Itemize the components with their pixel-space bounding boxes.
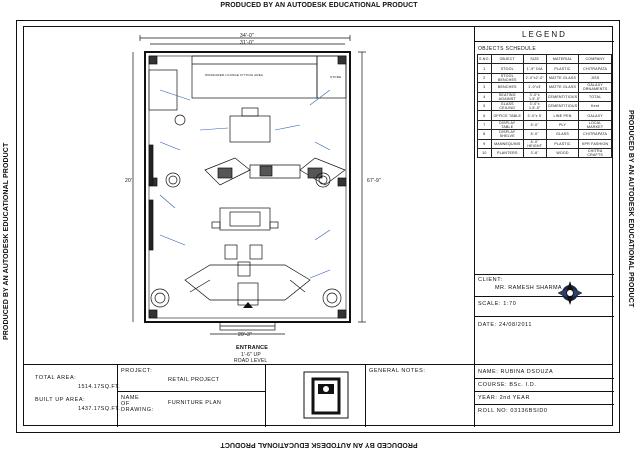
dimension-left: 20' xyxy=(125,178,133,184)
table-cell: WOOD xyxy=(546,148,579,157)
table-cell: 3'-0"x 1.5'-0" xyxy=(523,101,546,110)
table-cell: MATTE GLASS xyxy=(546,73,579,82)
table-header-row xyxy=(478,55,612,64)
project-divider xyxy=(118,391,266,392)
dimension-inner: 31'-0" xyxy=(240,40,254,46)
legend-divider xyxy=(475,41,614,42)
table-cell: 3'-6" xyxy=(523,148,546,157)
table-cell: 3'-0"x 1.5'-0" xyxy=(523,92,546,101)
table-row xyxy=(478,139,612,148)
schedule-caption: OBJECTS SCHEDULE xyxy=(478,46,537,52)
project-value: RETAIL PROJECT xyxy=(168,377,220,383)
table-cell: LINE PEN xyxy=(546,111,579,120)
legend-panel xyxy=(474,26,613,364)
table-cell: CEMENTITIOUS xyxy=(546,101,579,110)
entrance-size: 1'-6" UP xyxy=(241,352,261,358)
table-cell: BENCHES xyxy=(491,83,523,92)
table-cell: 3 xyxy=(478,83,492,92)
table-cell: PLANTERS xyxy=(491,148,523,157)
table-cell: 6'-0" HEIGHT xyxy=(523,139,546,148)
table-cell: 10 xyxy=(478,148,492,157)
table-cell: GLASS xyxy=(546,130,579,139)
table-cell: PLASTIC xyxy=(546,64,579,73)
client-divider xyxy=(475,274,614,275)
date-label: DATE: 24/08/2011 xyxy=(478,322,533,328)
table-cell: MANNEQUINS xyxy=(491,139,523,148)
table-cell: PLASTIC xyxy=(546,139,579,148)
workarea-label: WORKARER LOUNGE FITTING AREA xyxy=(205,73,264,77)
table-cell: 6'-0" xyxy=(523,130,546,139)
table-row xyxy=(478,111,612,120)
dimension-bottom: 20'-3" xyxy=(238,332,252,338)
drawing-name-label: NAME OF DRAWING: xyxy=(121,395,154,413)
header-object: OBJECT xyxy=(491,55,523,64)
table-row xyxy=(478,73,612,82)
table-cell: LOCAL MARKET xyxy=(579,120,612,129)
drawing-name-value: FURNITURE PLAN xyxy=(168,400,222,406)
legend-title: LEGEND xyxy=(522,30,567,39)
table-cell: 6 xyxy=(478,111,492,120)
table-cell: DISPLAY TABLE xyxy=(491,120,523,129)
table-cell: 2'-0"x2'-0" xyxy=(523,73,546,82)
student-year: YEAR: 2nd YEAR xyxy=(478,395,531,401)
student-course: COURSE: BSc. I.D. xyxy=(478,382,537,388)
north-arrow-icon xyxy=(555,278,585,308)
general-notes-cell xyxy=(365,365,476,427)
table-cell: CEMENTITIOUS xyxy=(546,92,579,101)
table-cell: CHITRAPATA xyxy=(579,130,612,139)
project-label: PROJECT: xyxy=(121,368,153,374)
student-info-cell xyxy=(474,365,614,427)
total-area-label: TOTAL AREA: xyxy=(35,375,77,381)
table-cell: 4 xyxy=(478,92,492,101)
student-roll: ROLL NO: 03136BSID0 xyxy=(478,408,548,414)
store-label: STORE xyxy=(330,75,342,79)
table-cell: 9 xyxy=(478,139,492,148)
road-level-label: ROAD LEVEL xyxy=(234,358,268,364)
client-label: CLIENT: xyxy=(478,277,503,283)
student-divider-3 xyxy=(475,404,614,405)
general-notes-label: GENERAL NOTES: xyxy=(369,368,426,374)
table-cell: Kent xyxy=(579,101,612,110)
total-area-value: 1514.17SQ.FT. xyxy=(78,384,121,390)
table-cell: STOOL BENCHES xyxy=(491,73,523,82)
scale-divider xyxy=(475,296,614,297)
table-cell: 8 xyxy=(478,130,492,139)
header-material: MATERIAL xyxy=(546,55,579,64)
table-cell: 1'-9" DIA xyxy=(523,64,546,73)
table-cell: MATTE GLASS xyxy=(546,83,579,92)
table-cell: STOOL xyxy=(491,64,523,73)
table-cell: KPR FASHION xyxy=(579,139,612,148)
table-cell: GALAXY ORNAMENTS xyxy=(579,83,612,92)
table-row xyxy=(478,64,612,73)
entrance-label: ENTRANCE xyxy=(236,345,269,351)
table-cell: DISPLAY SHELVE xyxy=(491,130,523,139)
student-divider-2 xyxy=(475,391,614,392)
dimension-top: 34'-0" xyxy=(240,33,254,39)
table-cell: 5 xyxy=(478,101,492,110)
title-block xyxy=(23,364,613,426)
table-cell: 1'-0"x3' xyxy=(523,83,546,92)
table-cell: CHITRAPATA xyxy=(579,64,612,73)
table-row xyxy=(478,92,612,101)
table-row xyxy=(478,130,612,139)
scale-label: SCALE: 1:70 xyxy=(478,301,517,307)
table-cell: 1 xyxy=(478,64,492,73)
header-company: COMPANY xyxy=(579,55,612,64)
watermark-right: PRODUCED BY AN AUTODESK EDUCATIONAL PRODUCT xyxy=(627,110,634,308)
table-cell: 5'-0" xyxy=(523,120,546,129)
table-cell: 2 xyxy=(478,73,492,82)
client-name: MR. RAMESH SHARMA xyxy=(495,285,562,291)
table-row xyxy=(478,101,612,110)
table-cell: GLASS CEILING xyxy=(491,101,523,110)
table-cell: SEATING AGAINST xyxy=(491,92,523,101)
table-cell: JISS xyxy=(579,73,612,82)
furniture-plan-drawing xyxy=(100,30,470,364)
table-cell: CHITRA CRAFTS xyxy=(579,148,612,157)
table-cell: GALAXY xyxy=(579,111,612,120)
table-cell: TOTAL xyxy=(579,92,612,101)
table-row xyxy=(478,148,612,157)
table-row xyxy=(478,120,612,129)
watermark-top: PRODUCED BY AN AUTODESK EDUCATIONAL PRODUCT xyxy=(220,2,418,9)
builtup-area-label: BUILT UP AREA: xyxy=(35,397,86,403)
student-divider-1 xyxy=(475,378,614,379)
date-divider xyxy=(475,316,614,317)
student-name: NAME: RUBINA DSOUZA xyxy=(478,369,554,375)
builtup-area-value: 1437.17SQ.FT. xyxy=(78,406,121,412)
watermark-bottom: PRODUCED BY AN AUTODESK EDUCATIONAL PRODUCT xyxy=(220,441,418,448)
table-row xyxy=(478,83,612,92)
plan-thumbnail xyxy=(296,369,356,421)
dimension-right: 67'-9" xyxy=(367,178,381,184)
header-size: SIZE xyxy=(523,55,546,64)
table-cell: PLY xyxy=(546,120,579,129)
objects-schedule-table xyxy=(477,54,612,158)
table-cell: 3'-0"x 5' xyxy=(523,111,546,120)
table-cell: 7 xyxy=(478,120,492,129)
watermark-left: PRODUCED BY AN AUTODESK EDUCATIONAL PRODUCT xyxy=(3,142,10,340)
header-sno: S.NO. xyxy=(478,55,492,64)
table-cell: OFFICE TABLE xyxy=(491,111,523,120)
